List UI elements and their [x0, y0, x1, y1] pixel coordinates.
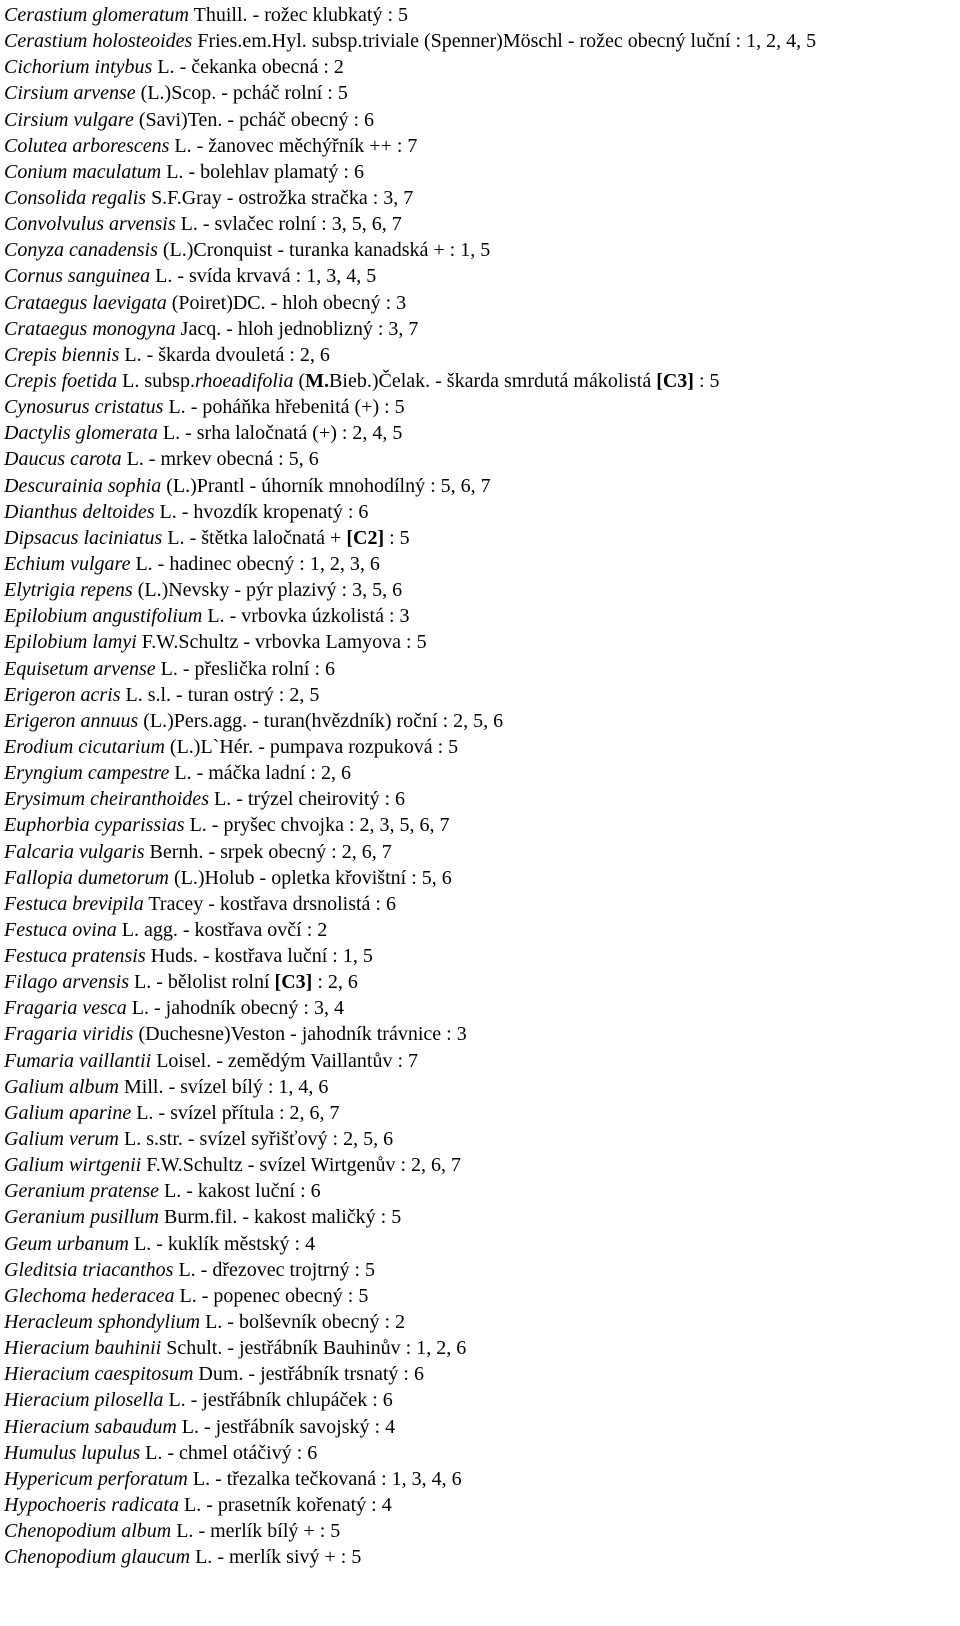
species-entry: [4, 237, 954, 263]
common-name-and-sites: - svlačec rolní : 3, 5, 6, 7: [197, 213, 402, 236]
latin-name: Fallopia dumetorum: [4, 866, 169, 889]
latin-name: Erigeron acris: [4, 683, 121, 706]
species-entry: [4, 159, 954, 185]
latin-name: Convolvulus arvensis: [4, 213, 176, 236]
common-name-and-sites: - bělolist rolní: [151, 971, 275, 994]
latin-name: Glechoma hederacea: [4, 1284, 175, 1307]
species-entry: [4, 943, 954, 969]
common-name-and-sites: - hvozdík kropenatý : 6: [176, 500, 369, 523]
latin-name: Dianthus deltoides: [4, 500, 155, 523]
latin-name: Consolida regalis: [4, 186, 147, 209]
author-citation: L. subsp.: [117, 369, 195, 392]
species-entry: [4, 133, 954, 159]
latin-name: Hypericum perforatum: [4, 1467, 188, 1490]
latin-name: Elytrigia repens: [4, 579, 133, 602]
species-entry: [4, 394, 954, 420]
latin-name: Geranium pusillum: [4, 1206, 159, 1229]
author-citation: (Poiret)DC.: [166, 291, 266, 314]
red-list-category: [C3]: [656, 369, 694, 392]
species-entry: [4, 1387, 954, 1413]
latin-name: Crataegus laevigata: [4, 291, 167, 314]
latin-name: Hypochoeris radicata: [4, 1494, 179, 1517]
common-name-and-sites: - škarda dvouletá : 2, 6: [141, 343, 330, 366]
common-name-and-sites: - úhorník mnohodílný : 5, 6, 7: [244, 474, 491, 497]
author-citation: Jacq.: [175, 317, 222, 340]
red-list-category: [C2]: [346, 526, 385, 549]
common-name-and-sites: - zemědým Vaillantův : 7: [211, 1049, 419, 1072]
species-list: [4, 2, 954, 1570]
common-name-and-sites: - jahodník obecný : 3, 4: [148, 997, 344, 1020]
latin-name: Cichorium intybus: [4, 56, 153, 79]
species-entry: [4, 577, 954, 603]
common-name-and-sites: - žanovec měchýřník ++ : 7: [191, 134, 418, 157]
species-entry: [4, 1466, 954, 1492]
common-name-and-sites: - mrkev obecná : 5, 6: [143, 448, 319, 471]
common-name-and-sites: - pumpava rozpuková : 5: [253, 735, 459, 758]
author-citation: L.: [184, 814, 207, 837]
common-name-and-sites: - svída krvavá : 1, 3, 4, 5: [172, 265, 377, 288]
species-entry: [4, 656, 954, 682]
species-entry: [4, 1231, 954, 1257]
species-entry: [4, 473, 954, 499]
latin-name: Cynosurus cristatus: [4, 396, 164, 419]
latin-name: Fragaria viridis: [4, 1023, 134, 1046]
author-citation: L.: [161, 160, 184, 183]
latin-name: Galium verum: [4, 1128, 119, 1151]
common-name-and-sites: - čekanka obecná : 2: [174, 56, 344, 79]
common-name-and-sites: - ostrožka stračka : 3, 7: [221, 186, 414, 209]
author-citation: L.: [162, 526, 185, 549]
species-entry: [4, 760, 954, 786]
latin-name: Epilobium lamyi: [4, 631, 137, 654]
author-citation: Mill.: [119, 1075, 164, 1098]
common-name-and-sites: - bolehlav plamatý : 6: [183, 160, 364, 183]
latin-name: Geum urbanum: [4, 1232, 129, 1255]
latin-name: Cirsium arvense: [4, 82, 136, 105]
author-citation: (L.)L`Hér.: [164, 735, 254, 758]
author-citation: L.: [158, 1180, 182, 1203]
author-citation: (Duchesne)Veston: [133, 1023, 286, 1046]
common-name-and-sites: - škarda smrdutá mákolistá: [430, 369, 657, 392]
common-name-and-sites: - štětka laločnatá +: [184, 526, 347, 549]
species-entry: [4, 1518, 954, 1544]
species-entry: [4, 1178, 954, 1204]
species-entry: [4, 54, 954, 80]
latin-name: Hieracium pilosella: [4, 1389, 164, 1412]
species-entry: [4, 185, 954, 211]
species-entry: [4, 603, 954, 629]
latin-name: Echium vulgare: [4, 552, 131, 575]
latin-name: Falcaria vulgaris: [4, 840, 145, 863]
author-citation: L.: [169, 134, 192, 157]
author-citation: (Savi)Ten.: [133, 108, 223, 131]
common-name-and-sites: - hloh obecný : 3: [265, 291, 407, 314]
author-citation: L.: [176, 1415, 199, 1438]
species-entry: [4, 2, 954, 28]
species-entry: [4, 316, 954, 342]
latin-name: Conium maculatum: [4, 160, 162, 183]
species-entry: [4, 446, 954, 472]
author-citation: L.: [152, 56, 175, 79]
latin-name: Chenopodium album: [4, 1520, 172, 1543]
author-citation: L.: [169, 762, 192, 785]
latin-name: Eryngium campestre: [4, 762, 170, 785]
common-name-and-sites: - turan ostrý : 2, 5: [171, 683, 320, 706]
latin-name: Equisetum arvense: [4, 657, 156, 680]
species-entry: [4, 1361, 954, 1387]
author-citation: Thuill.: [189, 4, 248, 26]
species-entry: [4, 917, 954, 943]
author-citation: L.: [171, 1520, 194, 1543]
common-name-and-sites: - jahodník trávnice : 3: [285, 1023, 467, 1046]
author-citation: Bieb.)Čelak.: [329, 369, 431, 392]
species-entry: [4, 1257, 954, 1283]
species-entry: [4, 263, 954, 289]
author-citation: L.: [202, 605, 225, 628]
author-citation: F.W.Schultz: [141, 1154, 243, 1177]
latin-name: Festuca brevipila: [4, 892, 144, 915]
species-entry: [4, 368, 954, 394]
common-name-and-sites: - třezalka tečkovaná : 1, 3, 4, 6: [210, 1467, 462, 1490]
species-entry: [4, 525, 954, 551]
common-name-and-sites: - srpek obecný : 2, 6, 7: [203, 840, 392, 863]
common-name-and-sites: - hloh jednoblizný : 3, 7: [221, 317, 419, 340]
species-entry: [4, 969, 954, 995]
species-entry: [4, 1283, 954, 1309]
latin-name: Galium album: [4, 1075, 119, 1098]
species-entry: [4, 812, 954, 838]
author-citation: L. agg.: [116, 918, 178, 941]
species-entry: [4, 1309, 954, 1335]
species-entry: [4, 420, 954, 446]
common-name-and-sites: - jestřábník Bauhinův : 1, 2, 6: [222, 1337, 467, 1360]
author-citation: (: [293, 369, 306, 392]
latin-name: Cirsium vulgare: [4, 108, 134, 131]
author-citation: Bernh.: [144, 840, 204, 863]
author-citation: (L.)Nevsky: [132, 579, 230, 602]
latin-name: Cerastium holosteoides: [4, 30, 193, 53]
common-name-and-sites: - popenec obecný : 5: [196, 1284, 369, 1307]
species-entry: [4, 1414, 954, 1440]
common-name-and-sites: - pryšec chvojka : 2, 3, 5, 6, 7: [206, 814, 450, 837]
latin-name: Erodium cicutarium: [4, 735, 165, 758]
author-citation: Huds.: [145, 945, 198, 968]
common-name-and-sites: - jestřábník savojský : 4: [198, 1415, 396, 1438]
species-entry: [4, 290, 954, 316]
author-citation: L.: [208, 788, 232, 811]
site-numbers: : 5: [384, 526, 410, 549]
species-entry: [4, 995, 954, 1021]
common-name-and-sites: - turan(hvězdník) roční : 2, 5, 6: [247, 709, 504, 732]
common-name-and-sites: - rožec obecný luční : 1, 2, 4, 5: [562, 30, 817, 53]
latin-name: Chenopodium glaucum: [4, 1546, 191, 1569]
common-name-and-sites: - vrbovka Lamyova : 5: [238, 631, 427, 654]
common-name-and-sites: - kuklík městský : 4: [151, 1232, 316, 1255]
site-numbers: : 2, 6: [312, 971, 358, 994]
author-citation: (L.)Prantl: [161, 474, 245, 497]
species-entry: [4, 80, 954, 106]
common-name-and-sites: - rožec klubkatý : 5: [247, 4, 409, 26]
latin-name: Filago arvensis: [4, 971, 129, 994]
infraspecific-name: rhoeadifolia: [194, 369, 294, 392]
latin-name: Humulus lupulus: [4, 1441, 141, 1464]
latin-name: Festuca pratensis: [4, 945, 146, 968]
author-citation: L.: [129, 971, 152, 994]
common-name-and-sites: - svízel přítula : 2, 6, 7: [153, 1101, 340, 1124]
author-citation: L.: [163, 396, 186, 419]
common-name-and-sites: - pýr plazivý : 3, 5, 6: [229, 579, 403, 602]
common-name-and-sites: - chmel otáčivý : 6: [162, 1441, 318, 1464]
author-citation: S.F.Gray: [146, 186, 222, 209]
latin-name: Crepis biennis: [4, 343, 120, 366]
common-name-and-sites: - jestřábník trsnatý : 6: [243, 1363, 424, 1386]
species-entry: [4, 1335, 954, 1361]
common-name-and-sites: - poháňka hřebenitá (+) : 5: [185, 396, 405, 419]
latin-name: Heracleum sphondylium: [4, 1311, 201, 1334]
common-name-and-sites: - kostřava ovčí : 2: [177, 918, 328, 941]
latin-name: Hieracium sabaudum: [4, 1415, 177, 1438]
species-entry: [4, 629, 954, 655]
latin-name: Festuca ovina: [4, 918, 117, 941]
author-citation: (L.)Pers.agg.: [138, 709, 248, 732]
common-name-and-sites: - pcháč obecný : 6: [222, 108, 375, 131]
common-name-and-sites: - máčka ladní : 2, 6: [191, 762, 351, 785]
latin-name: Cornus sanguinea: [4, 265, 151, 288]
common-name-and-sites: - prasetník kořenatý : 4: [201, 1494, 392, 1517]
author-citation: Schult.: [161, 1337, 223, 1360]
latin-name: Fumaria vaillantii: [4, 1049, 152, 1072]
author-citation: Burm.fil.: [159, 1206, 238, 1229]
common-name-and-sites: - svízel Wirtgenův : 2, 6, 7: [242, 1154, 462, 1177]
common-name-and-sites: - kostřava luční : 1, 5: [197, 945, 373, 968]
author-citation: L.: [119, 343, 142, 366]
species-entry: [4, 342, 954, 368]
latin-name: Colutea arborescens: [4, 134, 170, 157]
common-name-and-sites: - vrbovka úzkolistá : 3: [224, 605, 410, 628]
common-name-and-sites: - pcháč rolní : 5: [216, 82, 348, 105]
latin-name: Erysimum cheiranthoides: [4, 788, 209, 811]
species-entry: [4, 28, 954, 54]
author-citation: Dum.: [193, 1363, 244, 1386]
author-citation: L.: [190, 1546, 213, 1569]
author-citation: (L.)Scop.: [135, 82, 217, 105]
latin-name: Dactylis glomerata: [4, 422, 158, 445]
common-name-and-sites: - opletka křovištní : 5, 6: [254, 866, 452, 889]
author-citation: L.: [121, 448, 144, 471]
common-name-and-sites: - dřezovec trojtrný : 5: [195, 1258, 376, 1281]
species-entry: [4, 211, 954, 237]
common-name-and-sites: - srha laločnatá (+) : 2, 4, 5: [180, 422, 403, 445]
author-citation: L. s.str.: [118, 1128, 183, 1151]
latin-name: Descurainia sophia: [4, 474, 162, 497]
author-citation: L.: [126, 997, 149, 1020]
author-citation: L.: [174, 1284, 197, 1307]
author-citation: L.: [130, 552, 153, 575]
latin-name: Dipsacus laciniatus: [4, 526, 163, 549]
common-name-and-sites: - kakost maličký : 5: [237, 1206, 402, 1229]
species-entry: [4, 708, 954, 734]
species-entry: [4, 1204, 954, 1230]
species-entry: [4, 499, 954, 525]
species-entry: [4, 1074, 954, 1100]
species-entry: [4, 786, 954, 812]
common-name-and-sites: - bolševník obecný : 2: [222, 1311, 406, 1334]
latin-name: Conyza canadensis: [4, 239, 158, 262]
author-citation: L.: [178, 1494, 202, 1517]
author-citation: L. s.l.: [120, 683, 172, 706]
common-name-and-sites: - svízel syřišťový : 2, 5, 6: [182, 1128, 394, 1151]
latin-name: Fragaria vesca: [4, 997, 127, 1020]
common-name-and-sites: - hadinec obecný : 1, 2, 3, 6: [152, 552, 380, 575]
author-citation: L.: [150, 265, 173, 288]
author-citation: Tracey: [143, 892, 204, 915]
common-name-and-sites: - kakost luční : 6: [181, 1180, 321, 1203]
author-citation: L.: [140, 1441, 163, 1464]
species-entry: [4, 865, 954, 891]
species-entry: [4, 734, 954, 760]
common-name-and-sites: - merlík sivý + : 5: [212, 1546, 362, 1569]
latin-name: Hieracium bauhinii: [4, 1337, 162, 1360]
latin-name: Daucus carota: [4, 448, 122, 471]
author-citation: L.: [173, 1258, 196, 1281]
author-citation: L.: [154, 500, 177, 523]
latin-name: Galium wirtgenii: [4, 1154, 142, 1177]
author-citation: L.: [187, 1467, 211, 1490]
common-name-and-sites: - kostřava drsnolistá : 6: [203, 892, 396, 915]
species-entry: [4, 551, 954, 577]
latin-name: Hieracium caespitosum: [4, 1363, 194, 1386]
species-entry: [4, 1048, 954, 1074]
latin-name: Epilobium angustifolium: [4, 605, 203, 628]
species-entry: [4, 1021, 954, 1047]
common-name-and-sites: - turanka kanadská + : 1, 5: [272, 239, 491, 262]
common-name-and-sites: - trýzel cheirovitý : 6: [231, 788, 406, 811]
author-citation: L.: [157, 422, 181, 445]
author-citation: (L.)Holub: [169, 866, 255, 889]
latin-name: Crepis foetida: [4, 369, 118, 392]
author-citation: Loisel.: [151, 1049, 212, 1072]
red-list-category: [C3]: [274, 971, 313, 994]
common-name-and-sites: - svízel bílý : 1, 4, 6: [163, 1075, 329, 1098]
author-citation: L.: [200, 1311, 223, 1334]
species-entry: [4, 1100, 954, 1126]
species-entry: [4, 1440, 954, 1466]
author-citation: L.: [131, 1101, 154, 1124]
species-entry: [4, 1492, 954, 1518]
author-citation: F.W.Schultz: [136, 631, 239, 654]
common-name-and-sites: - přeslička rolní : 6: [177, 657, 336, 680]
common-name-and-sites: - jestřábník chlupáček : 6: [185, 1389, 393, 1412]
author-citation: L.: [129, 1232, 152, 1255]
author-initial: M.: [305, 369, 330, 392]
site-numbers: : 5: [693, 369, 720, 392]
species-entry: [4, 682, 954, 708]
author-citation: L.: [163, 1389, 186, 1412]
author-citation: Fries.em.Hyl. subsp.triviale (Spenner)Möschl: [192, 30, 563, 53]
latin-name: Cerastium glomeratum: [4, 4, 189, 26]
common-name-and-sites: - merlík bílý + : 5: [193, 1520, 341, 1543]
species-entry: [4, 1544, 954, 1570]
species-entry: [4, 1126, 954, 1152]
author-citation: L.: [155, 657, 178, 680]
latin-name: Erigeron annuus: [4, 709, 139, 732]
species-entry: [4, 1152, 954, 1178]
species-entry: [4, 839, 954, 865]
author-citation: L.: [175, 213, 198, 236]
latin-name: Crataegus monogyna: [4, 317, 176, 340]
latin-name: Galium aparine: [4, 1101, 132, 1124]
species-entry: [4, 107, 954, 133]
latin-name: Gleditsia triacanthos: [4, 1258, 174, 1281]
latin-name: Geranium pratense: [4, 1180, 159, 1203]
latin-name: Euphorbia cyparissias: [4, 814, 185, 837]
author-citation: (L.)Cronquist: [157, 239, 273, 262]
species-entry: [4, 891, 954, 917]
